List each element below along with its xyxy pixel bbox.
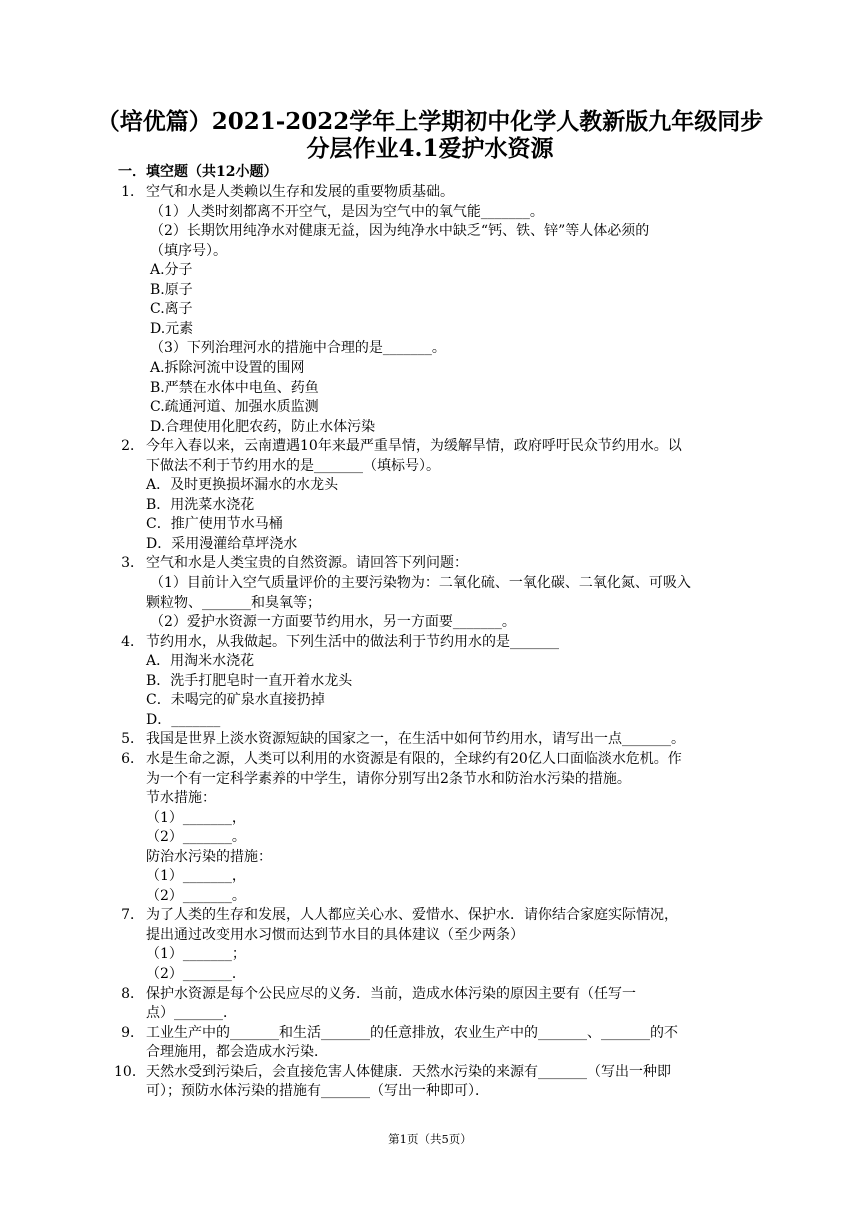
document-title-line2: 分层作业4.1爱护水资源: [306, 135, 554, 162]
question-text-line: （2）_______。: [146, 829, 246, 846]
question-text-line: B．洗手打肥皂时一直开着水龙头: [146, 672, 353, 689]
question-number: 6．: [121, 750, 144, 767]
question-text-line: B．用洗菜水浇花: [146, 496, 255, 513]
question-text-line: A．及时更换损坏漏水的水龙头: [146, 477, 339, 494]
question-text-line: A．用淘米水浇花: [146, 653, 255, 670]
question-text-line: 点）_______．: [146, 1005, 237, 1022]
question-text-line: （2）_______。: [146, 887, 246, 904]
question-text-line: （1）人类时刻都离不开空气，是因为空气中的氧气能_______。: [150, 203, 544, 220]
question-text-line: 工业生产中的_______和生活_______的任意排放，农业生产中的_______、_______的不: [146, 1024, 678, 1041]
question-number: 3．: [121, 555, 144, 572]
question-text-line: 防治水污染的措施：: [146, 848, 272, 865]
question-number: 9．: [121, 1024, 144, 1041]
question-text-line: D．采用漫灌给草坪浇水: [146, 535, 298, 552]
question-text-line: 可）；预防水体污染的措施有_______（写出一种即可）．: [146, 1083, 489, 1100]
question-text-line: D.元素: [150, 320, 194, 337]
question-number: 1．: [121, 184, 144, 200]
question-text-line: （1）_______，: [146, 809, 246, 826]
question-text-line: A.分子: [150, 262, 193, 279]
question-text-line: 今年入春以来，云南遭遇10年来最严重旱情，为缓解旱情，政府呼吁民众节约用水。以: [146, 438, 682, 455]
question-text-line: （2）_______．: [146, 966, 246, 982]
question-text-line: 提出通过改变用水习惯而达到节水目的具体建议（至少两条）: [146, 926, 524, 943]
question-text-line: C．推广使用节水马桶: [146, 516, 283, 533]
section-heading: 一．填空题（共12小题）: [118, 164, 278, 180]
question-text-line: （2）长期饮用纯净水对健康无益，因为纯净水中缺乏“钙、铁、锌”等人体必须的: [150, 223, 650, 240]
question-number: 10．: [114, 1063, 146, 1080]
question-text-line: （1）目前计入空气质量评价的主要污染物为：二氧化硫、一氧化碳、二氧化氮、可吸入: [150, 575, 691, 591]
question-text-line: C.离子: [150, 301, 193, 318]
question-text-line: （填序号）。: [150, 242, 227, 259]
question-text-line: 天然水受到污染后，会直接危害人体健康．天然水污染的来源有_______（写出一种即: [146, 1063, 671, 1080]
question-text-line: 颗粒物、_______和臭氧等；: [146, 594, 321, 611]
question-text-line: （1）_______；: [146, 946, 246, 963]
question-text-line: 保护水资源是每个公民应尽的义务．当前，造成水体污染的原因主要有（任写一: [146, 985, 636, 1002]
question-text-line: 节约用水，从我做起。下列生活中的做法利于节约用水的是_______: [146, 633, 559, 650]
question-text-line: C．未喝完的矿泉水直接扔掉: [146, 692, 325, 709]
question-text-line: C.疏通河道、加强水质监测: [150, 399, 319, 416]
question-text-line: 下做法不利于节约用水的是_______（填标号）。: [146, 457, 440, 474]
question-number: 5．: [121, 731, 144, 748]
question-number: 2．: [121, 438, 144, 455]
question-text-line: 为一个有一定科学素养的中学生，请你分别写出2条节水和防治水污染的措施。: [146, 770, 631, 787]
question-text-line: 我国是世界上淡水资源短缺的国家之一，在生活中如何节约用水，请写出一点_______。: [146, 731, 685, 748]
page-footer: 第1页（共5页）: [388, 1132, 472, 1146]
question-text-line: （2）爱护水资源一方面要节约用水，另一方面要_______。: [150, 614, 516, 631]
question-text-line: A.拆除河流中设置的围网: [150, 359, 305, 376]
question-text-line: 节水措施：: [146, 790, 216, 807]
question-text-line: 空气和水是人类宝贵的自然资源。请回答下列问题：: [146, 555, 468, 572]
question-text-line: 为了人类的生存和发展，人人都应关心水、爱惜水、保护水．请你结合家庭实际情况，: [146, 907, 678, 924]
question-text-line: D.合理使用化肥农药，防止水体污染: [150, 418, 376, 435]
question-number: 4．: [121, 633, 144, 650]
question-text-line: D．_______: [146, 711, 221, 728]
question-text-line: 空气和水是人类赖以生存和发展的重要物质基础。: [146, 184, 454, 200]
question-number: 8．: [121, 985, 144, 1002]
question-text-line: （3）下列治理河水的措施中合理的是_______。: [150, 340, 446, 357]
question-text-line: B.严禁在水体中电鱼、药鱼: [150, 379, 319, 396]
question-text-line: 水是生命之源，人类可以利用的水资源是有限的，全球约有20亿人口面临淡水危机。作: [146, 750, 682, 767]
question-text-line: （1）_______，: [146, 868, 246, 885]
question-text-line: B.原子: [150, 281, 193, 298]
question-number: 7．: [121, 907, 144, 924]
question-text-line: 合理施用，都会造成水污染．: [146, 1044, 328, 1061]
document-title-line1: （培优篇）2021-2022学年上学期初中化学人教新版九年级同步: [96, 108, 764, 135]
